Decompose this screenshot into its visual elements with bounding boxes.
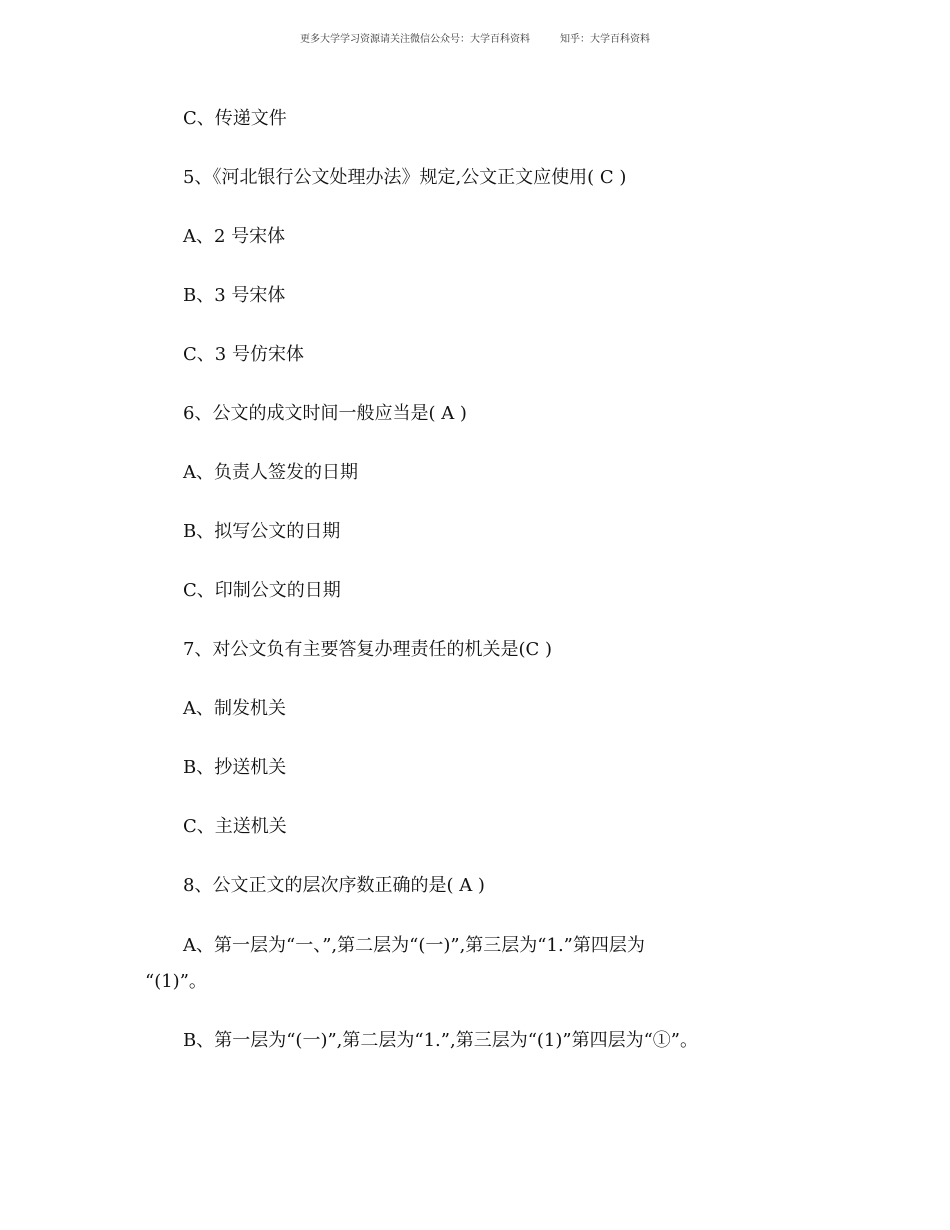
option-c-transmit-file: C、传递文件 [183, 108, 287, 129]
question-5: 5、《河北银行公文处理办法》规定,公文正文应使用( C ) [183, 167, 627, 188]
question-8-option-a-line-2: “(1)”。 [145, 971, 207, 992]
question-6-option-b: B、拟写公文的日期 [183, 521, 341, 542]
question-8-option-b: B、第一层为“(一)”,第二层为“1.”,第三层为“(1)”第四层为“①”。 [183, 1030, 699, 1051]
question-7: 7、对公文负有主要答复办理责任的机关是(C ) [183, 639, 552, 660]
question-5-option-b: B、3 号宋体 [183, 285, 286, 306]
question-7-option-c: C、主送机关 [183, 816, 287, 837]
page-header [0, 30, 950, 45]
question-7-option-a: A、制发机关 [183, 698, 286, 719]
question-5-option-a: A、2 号宋体 [183, 226, 286, 247]
document-body [183, 106, 823, 932]
question-6: 6、公文的成文时间一般应当是( A ) [183, 403, 467, 424]
question-5-option-c: C、3 号仿宋体 [183, 344, 304, 365]
question-7-option-b: B、抄送机关 [183, 757, 287, 778]
question-6-option-a: A、负责人签发的日期 [183, 462, 358, 483]
header-zhihu-text: 知乎：大学百科资料 [560, 34, 650, 45]
header-wechat-text: 更多大学学习资源请关注微信公众号：大学百科资料 [300, 34, 530, 45]
question-8: 8、公文正文的层次序数正确的是( A ) [183, 875, 485, 896]
question-6-option-c: C、印制公文的日期 [183, 580, 341, 601]
question-8-option-a-line-1: A、第一层为“一、”,第二层为“(一)”,第三层为“1.”第四层为 [183, 935, 645, 956]
